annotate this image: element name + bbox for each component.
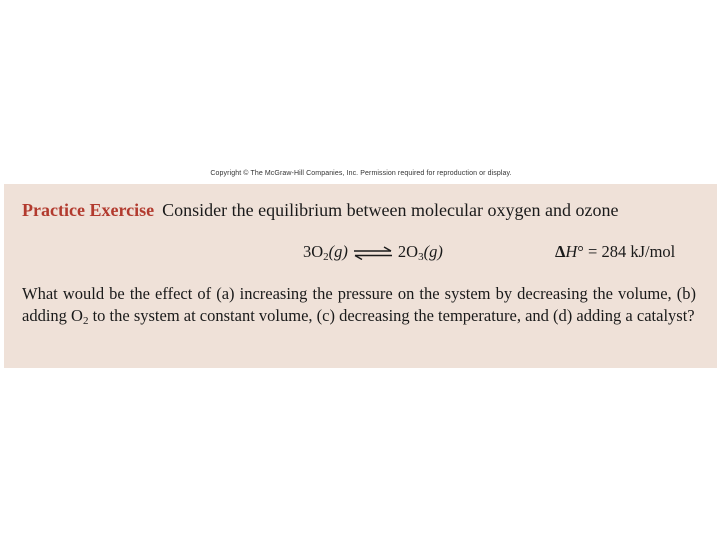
exercise-question bbox=[22, 283, 696, 327]
equilibrium-arrow-icon bbox=[353, 246, 393, 260]
exercise-header bbox=[22, 200, 618, 221]
standard-degree: ° bbox=[577, 242, 584, 261]
practice-exercise-label: Practice Exercise bbox=[22, 200, 155, 220]
product-term bbox=[398, 242, 443, 263]
exercise-intro: Consider the equilibrium between molecular oxygen and ozone bbox=[162, 200, 619, 220]
delta-symbol: Δ bbox=[555, 242, 566, 261]
reactant-symbol: O bbox=[311, 242, 324, 261]
practice-exercise-panel bbox=[4, 184, 717, 368]
enthalpy-change bbox=[555, 242, 675, 262]
question-subscript: 2 bbox=[82, 315, 89, 327]
reactant-subscript: 2 bbox=[323, 251, 329, 263]
product-phase: (g) bbox=[423, 242, 443, 261]
reactant-phase: (g) bbox=[328, 242, 348, 261]
enthalpy-value: 284 kJ/mol bbox=[601, 242, 676, 261]
reactant-term bbox=[303, 242, 348, 263]
product-coefficient: 2 bbox=[397, 242, 407, 261]
question-part-1: What would be the effect of (a) increasing the pressure on the system by decreasing the volume, (b) adding O bbox=[22, 284, 696, 325]
copyright-notice bbox=[0, 170, 720, 177]
copyright-text: Copyright © The McGraw-Hill Companies, Inc. Permission required for reproduction or display. bbox=[210, 170, 512, 177]
product-symbol: O bbox=[406, 242, 419, 261]
reactant-coefficient: 3 bbox=[303, 242, 312, 261]
question-part-2: to the system at constant volume, (c) decreasing the temperature, and (d) adding a catalyst? bbox=[88, 306, 695, 325]
equilibrium-equation bbox=[303, 242, 443, 263]
equals-sign: = bbox=[583, 242, 602, 261]
enthalpy-symbol: H bbox=[565, 242, 578, 261]
product-subscript: 3 bbox=[418, 251, 424, 263]
